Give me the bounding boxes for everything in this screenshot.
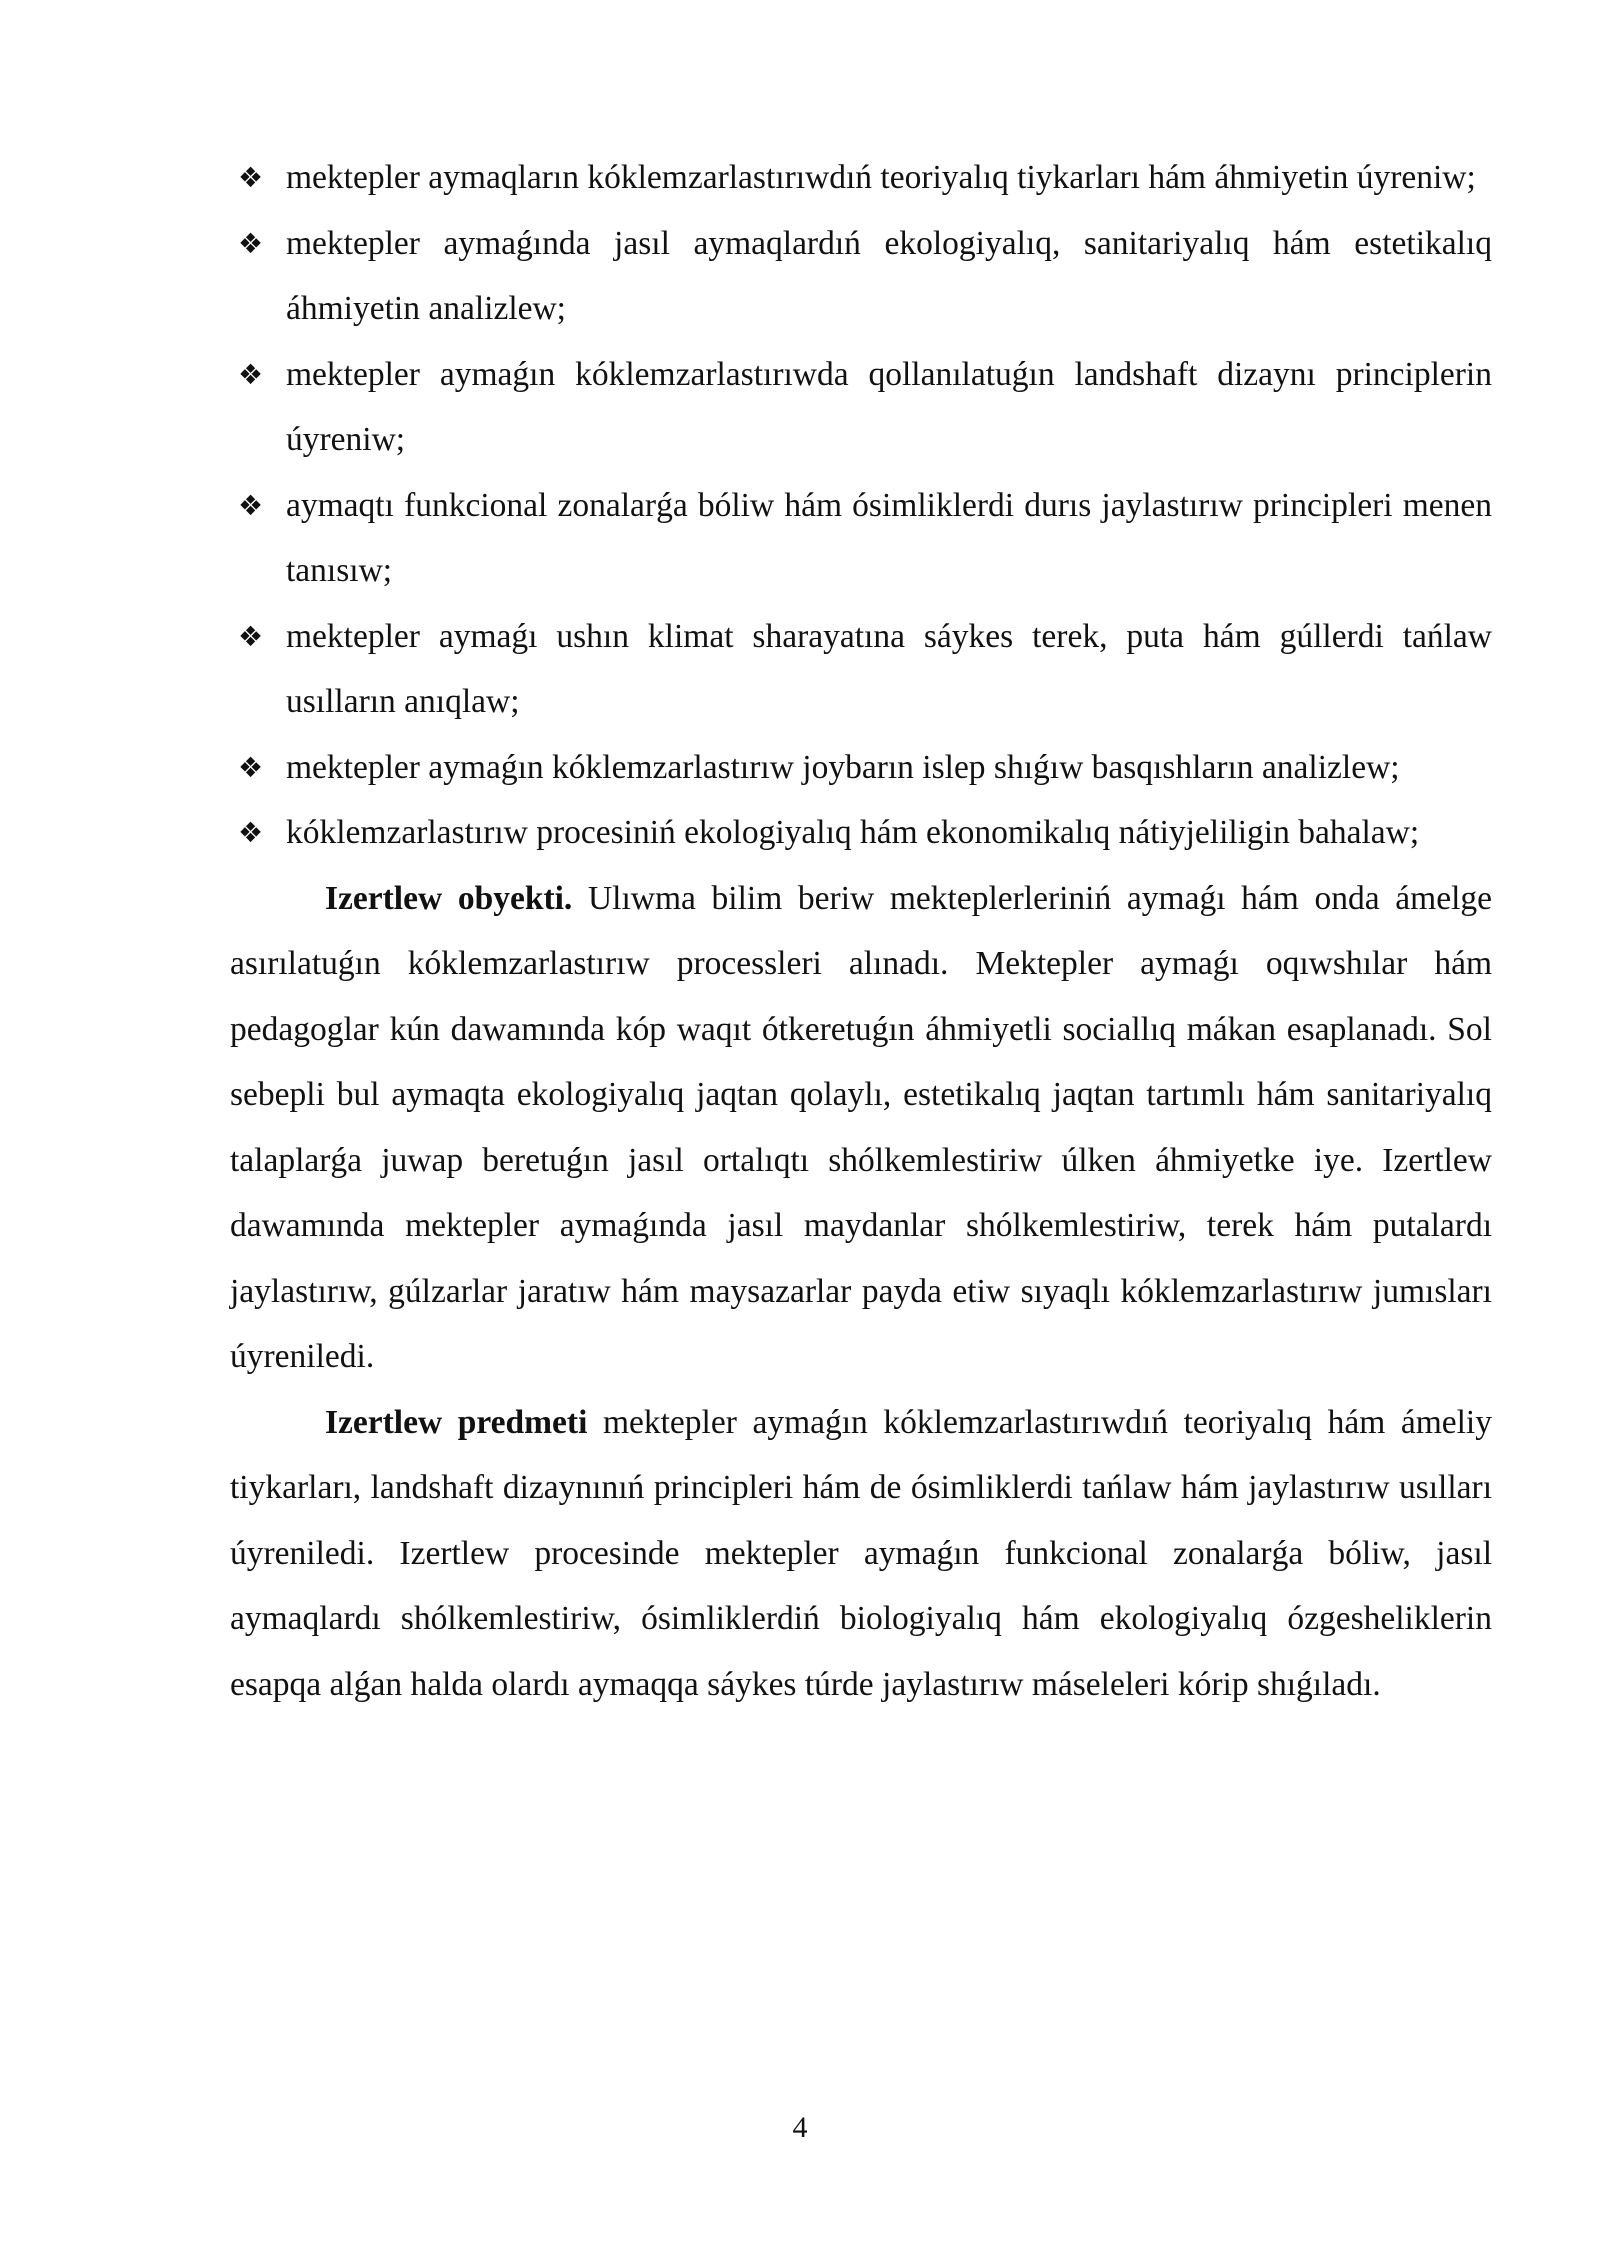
research-object-heading: Izertlew obyekti. — [325, 879, 573, 917]
list-item-text: mektepler aymaqların kóklemzarlastırıwdıń teoriyalıq tiykarları hám áhmiyetin úyreniw; — [286, 159, 1476, 196]
list-item — [230, 473, 1492, 604]
document-page — [230, 145, 1492, 1717]
research-subject-text: mektepler aymaǵın kóklemzarlastırıwdıń teoriyalıq hám ámeliy tiykarları, landshaft dizaynınıń principleri hám de ósimliklerdi tańlaw hám jaylastırıw usılları úyreniledi. Izertlew procesinde mektepler aymaǵın funkcional zonalarǵa bóliw, jasıl aymaqlardı shólkemlestiriw, ósimliklerdiń biologiyalıq hám ekologiyalıq ózgesheliklerin esapqa alǵan halda olardı aymaqqa sáykes túrde jaylastırıw máseleleri kórip shıǵıladı. — [230, 1403, 1492, 1703]
diamond-bullet-icon: ❖ — [238, 357, 264, 391]
list-item — [230, 145, 1492, 211]
list-item — [230, 211, 1492, 342]
list-item-text: mektepler aymaǵın kóklemzarlastırıwda qollanılatuǵın landshaft dizaynı principlerin úyreniw; — [286, 355, 1492, 458]
diamond-bullet-icon: ❖ — [238, 750, 264, 784]
research-subject-heading: Izertlew predmeti — [325, 1403, 588, 1441]
research-object-text: Ulıwma bilim beriw mekteplerleriniń aymaǵı hám onda ámelge asırılatuǵın kóklemzarlastırıw processleri alınadı. Mektepler aymaǵı oqıwshılar hám pedagoglar kún dawamında kóp waqıt ótkeretuǵın áhmiyetli sociallıq mákan esaplanadı. Sol sebepli bul aymaqta ekologiyalıq jaqtan qolaylı, estetikalıq jaqtan tartımlı hám sanitariyalıq talaplarǵa juwap beretuǵın jasıl ortalıqtı shólkemlestiriw úlken áhmiyetke iye. Izertlew dawamında mektepler aymaǵında jasıl maydanlar shólkemlestiriw, terek hám putalardı jaylastırıw, gúlzarlar jaratıw hám maysazarlar payda etiw sıyaqlı kóklemzarlastırıw jumısları úyreniledi. — [230, 879, 1492, 1375]
list-item — [230, 604, 1492, 735]
diamond-bullet-icon: ❖ — [238, 619, 264, 653]
list-item — [230, 342, 1492, 473]
diamond-bullet-icon: ❖ — [238, 816, 264, 849]
list-item — [230, 735, 1492, 801]
research-object-paragraph — [230, 866, 1492, 1390]
diamond-bullet-icon: ❖ — [238, 226, 264, 260]
diamond-bullet-icon: ❖ — [238, 161, 264, 194]
list-item-text: mektepler aymaǵı ushın klimat sharayatına sáykes terek, puta hám gúllerdi tańlaw usılların anıqlaw; — [286, 617, 1492, 720]
diamond-bullet-icon: ❖ — [238, 488, 264, 522]
list-item — [230, 800, 1492, 866]
research-subject-paragraph — [230, 1390, 1492, 1718]
page-number: 4 — [792, 2111, 808, 2144]
list-item-text: mektepler aymaǵında jasıl aymaqlardıń ekologiyalıq, sanitariyalıq hám estetikalıq áhmiyetin analizlew; — [286, 224, 1492, 327]
list-item-text: kóklemzarlastırıw procesiniń ekologiyalıq hám ekonomikalıq nátiyjeliligin bahalaw; — [286, 814, 1420, 851]
list-item-text: aymaqtı funkcional zonalarǵa bóliw hám ósimliklerdi durıs jaylastırıw principleri menen tanısıw; — [286, 486, 1492, 589]
list-item-text: mektepler aymaǵın kóklemzarlastırıw joybarın islep shıǵıw basqıshların analizlew; — [286, 748, 1400, 786]
